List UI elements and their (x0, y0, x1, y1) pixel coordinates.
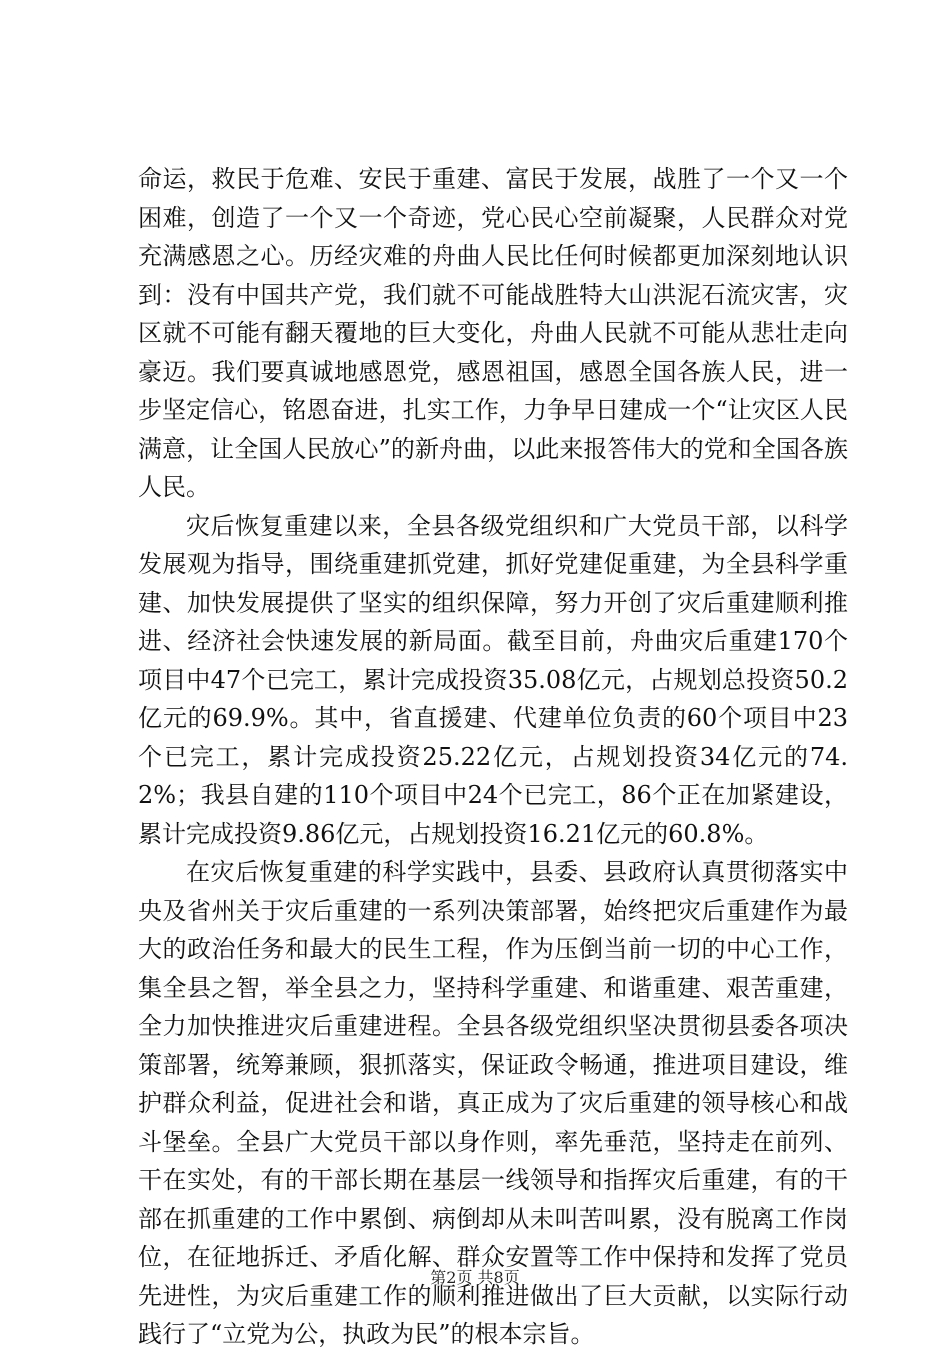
page-number-footer: 第2页 共8页 (430, 1268, 520, 1287)
paragraph-reconstruction-progress: 灾后恢复重建以来，全县各级党组织和广大党员干部，以科学发展观为指导，围绕重建抓党建，抓好党建促重建，为全县科学重建、加快发展提供了坚实的组织保障，努力开创了灾后重建顺利推进、经济社会快速发展的新局面。截至目前，舟曲灾后重建170个项目中47个已完工，累计完成投资35.08亿元，占规划总投资50.2亿元的69.9%。其中，省直援建、代建单位负责的60个项目中23个已完工，累计完成投资25.22亿元，占规划投资34亿元的74.2%；我县自建的110个项目中24个已完工，86个正在加紧建设，累计完成投资9.86亿元，占规划投资16.21亿元的60.8%。 (138, 511, 848, 848)
document-body (138, 160, 848, 1354)
paragraph-continuation: 命运，救民于危难、安民于重建、富民于发展，战胜了一个又一个困难，创造了一个又一个奇迹，党心民心空前凝聚，人民群众对党充满感恩之心。历经灾难的舟曲人民比任何时候都更加深刻地认识到：没有中国共产党，我们就不可能战胜特大山洪泥石流灾害，灾区就不可能有翻天覆地的巨大变化，舟曲人民就不可能从悲壮走向豪迈。我们要真诚地感恩党，感恩祖国，感恩全国各族人民，进一步坚定信心，铭恩奋进，扎实工作，力争早日建成一个“让灾区人民满意，让全国人民放心”的新舟曲，以此来报答伟大的党和全国各族人民。 (138, 165, 848, 501)
paragraph-party-role: 在灾后恢复重建的科学实践中，县委、县政府认真贯彻落实中央及省州关于灾后重建的一系列决策部署，始终把灾后重建作为最大的政治任务和最大的民生工程，作为压倒当前一切的中心工作，集全县之智，举全县之力，坚持科学重建、和谐重建、艰苦重建，全力加快推进灾后重建进程。全县各级党组织坚决贯彻县委各项决策部署，统筹兼顾，狠抓落实，保证政令畅通，推进项目建设，维护群众利益，促进社会和谐，真正成为了灾后重建的领导核心和战斗堡垒。全县广大党员干部以身作则，率先垂范，坚持走在前列、干在实处，有的干部长期在基层一线领导和指挥灾后重建，有的干部在抓重建的工作中累倒、病倒却从未叫苦叫累，没有脱离工作岗位，在征地拆迁、矛盾化解、群众安置等工作中保持和发挥了党员先进性，为灾后重建工作的顺利推进做出了巨大贡献，以实际行动践行了“立党为公，执政为民”的根本宗旨。 (138, 858, 848, 1348)
